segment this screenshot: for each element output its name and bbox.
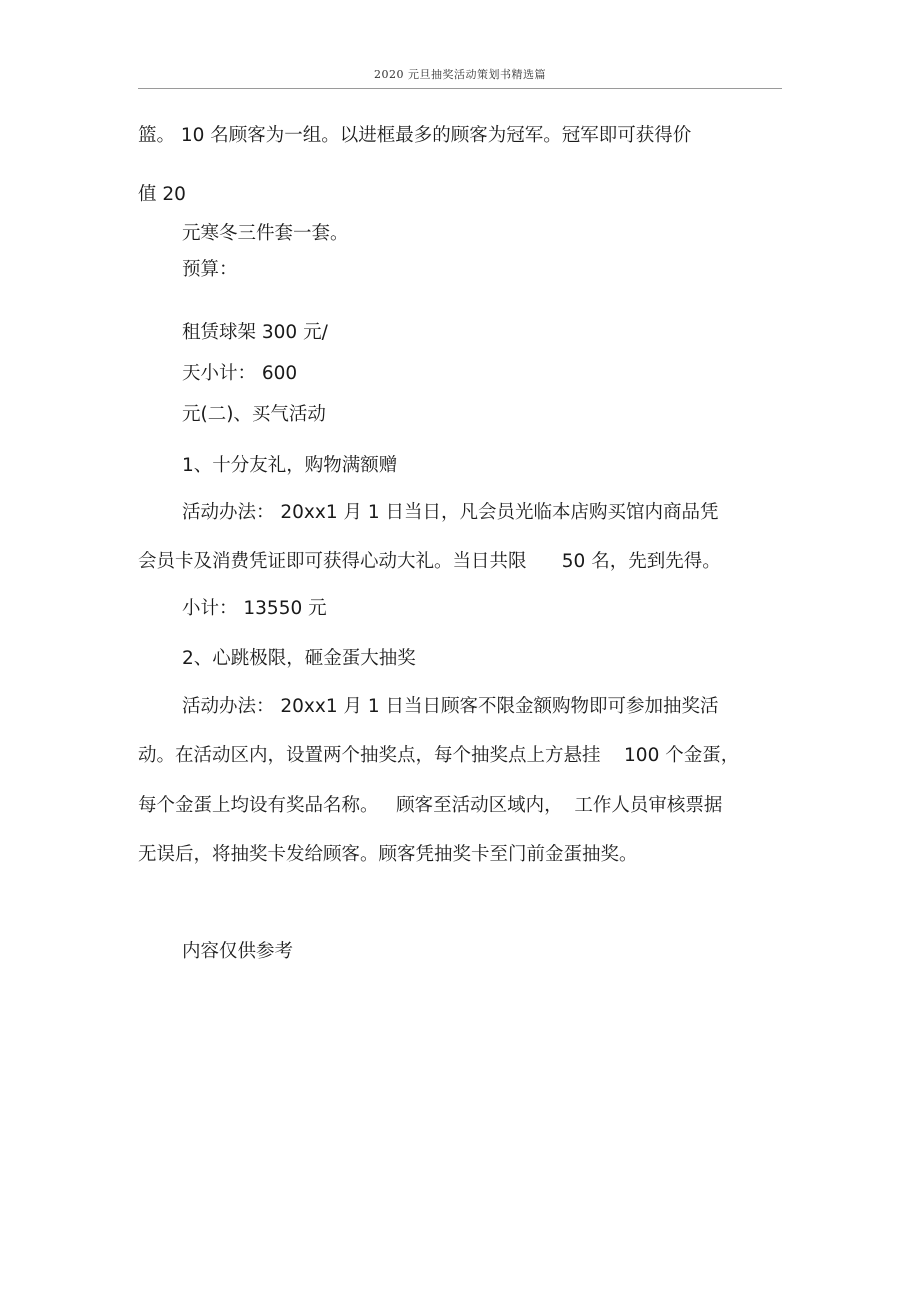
paragraph-line: 活动办法： 20xx1 月 1 日当日，凡会员光临本店购买馆内商品凭 xyxy=(182,502,719,523)
paragraph-line: 活动办法： 20xx1 月 1 日当日顾客不限金额购物即可参加抽奖活 xyxy=(182,696,719,717)
paragraph-line: 值 20 xyxy=(138,184,186,205)
paragraph-line: 租赁球架 300 元/ xyxy=(182,322,328,343)
paragraph-line: 元寒冬三件套一套。 xyxy=(182,223,349,244)
paragraph-line: 每个金蛋上均设有奖品名称。 顾客至活动区域内， 工作人员审核票据 xyxy=(138,795,723,816)
paragraph-line: 天小计： 600 xyxy=(182,363,298,384)
list-item-heading: 2、心跳极限，砸金蛋大抽奖 xyxy=(182,648,416,669)
paragraph-line: 预算： xyxy=(182,259,238,280)
paragraph-line: 小计： 13550 元 xyxy=(182,598,327,619)
paragraph-line: 动。在活动区内，设置两个抽奖点，每个抽奖点上方悬挂 100 个金蛋， xyxy=(138,745,740,766)
paragraph-line: 无误后，将抽奖卡发给顾客。顾客凭抽奖卡至门前金蛋抽奖。 xyxy=(138,844,638,865)
list-item-heading: 1、十分友礼，购物满额赠 xyxy=(182,455,398,476)
paragraph-line: 会员卡及消费凭证即可获得心动大礼。当日共限 50 名，先到先得。 xyxy=(138,551,721,572)
page-header-title: 2020 元旦抽奖活动策划书精选篇 xyxy=(374,68,546,81)
header-divider xyxy=(138,88,782,89)
paragraph-line: 篮。 10 名顾客为一组。以进框最多的顾客为冠军。冠军即可获得价 xyxy=(138,125,692,146)
footer-note: 内容仅供参考 xyxy=(182,941,294,962)
paragraph-line: 元(二)、买气活动 xyxy=(182,404,326,425)
